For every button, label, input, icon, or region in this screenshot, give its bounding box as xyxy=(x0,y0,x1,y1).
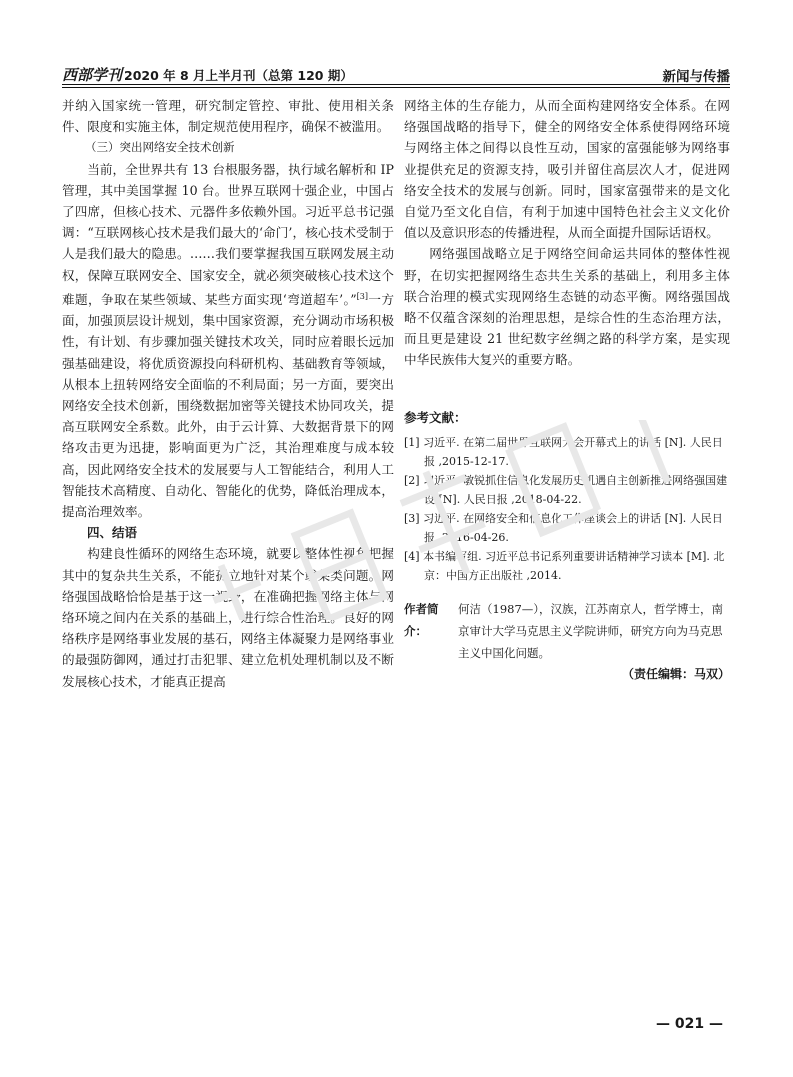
subsection-heading: （三）突出网络安全技术创新 xyxy=(85,140,235,155)
paragraph xyxy=(62,159,394,523)
journal-issue xyxy=(62,64,353,85)
running-header xyxy=(62,58,730,84)
reference-item: [1] 习近平. 在第二届世界互联网大会开幕式上的讲话 [N]. 人民日报 ,2015-12-17. xyxy=(404,436,723,468)
paragraph-text: 当前，全世界共有 13 台根服务器，执行域名解析和 IP 管理，其中美国掌握 10 台。世界互联网十强企业，中国占了四席，但核心技术、元器件多依赖外国。习近平总书记强调：“互联网核心技术是我们最大的‘命门’，核心技术受制于人是我们最大的隐患。……我们要掌握我国互联网发展主动权，保障互联网安全、国家安全，就必须突破核心技术这个难题，争取在某些领域、某些方面实现‘弯道超车’。” xyxy=(62,161,394,308)
author-bio-label: 作者简介： xyxy=(404,602,439,638)
header-rule-thin xyxy=(62,87,730,88)
reference-item: [3] 习近平. 在网络安全和信息化工作座谈会上的讲话 [N]. 人民日报 ,2016-04-26. xyxy=(404,512,723,544)
responsible-editor: （责任编辑：马双） xyxy=(621,667,730,681)
author-bio-text: 何洁（1987—），汉族，江苏南京人，哲学博士，南京审计大学马克思主义学院讲师，研究方向为马克思主义中国化问题。 xyxy=(458,602,724,660)
citation-mark: [3] xyxy=(356,291,369,301)
journal-logo: 西部学刊 xyxy=(62,66,123,84)
references xyxy=(404,408,730,585)
left-column xyxy=(62,95,394,692)
paragraph: 构建良性循环的网络生态环境，就要以整体性视角把握其中的复杂共生关系，不能孤立地针对某个或某类问题。网络强国战略恰恰是基于这一视野，在准确把握网络主体与网络环境之间内在关系的基础上，进行综合性治理。良好的网络秩序是网络事业发展的基石，网络主体凝聚力是网络事业的最强防御网，通过打击犯罪、建立危机处理机制以及不断发展核心技术，才能真正提高 xyxy=(62,546,394,689)
header-rule xyxy=(62,84,730,85)
section-name: 新闻与传播 xyxy=(662,69,730,85)
paragraph-text: 一方面，加强顶层设计规划，集中国家资源，充分调动市场积极性，有计划、有步骤加强关键技术攻关，同时应着眼长远加强基础建设，将优质资源投向科研机构、基础教育等领域，从根本上扭转网络安全面临的不利局面；另一方面，要突出网络安全技术创新，围绕数据加密等关键技术协同攻关，提高互联网安全系数。此外，由于云计算、大数据背景下的网络攻击更为迅捷，影响面更为广泛，其治理难度与成本较高，因此网络安全技术的发展要与人工智能结合，利用人工智能技术高精度、自动化、智能化的优势，降低治理成本，提高治理效率。 xyxy=(62,292,394,520)
section-heading: 四、结语 xyxy=(87,525,138,541)
references-title: 参考文献： xyxy=(404,410,467,425)
page-number: — 021 — xyxy=(656,1016,723,1032)
paragraph: 网络主体的生存能力，从而全面构建网络安全体系。在网络强国战略的指导下，健全的网络安全体系使得网络环境与网络主体之间得以良性互动，国家的富强能够为网络事业提供充足的资源支持，吸引并留住高层次人才，促进网络安全技术的发展与创新。同时，国家富强带来的是文化自觉乃至文化自信，有利于加速中国特色社会主义文化价值以及意识形态的传播进程，从而全面提升国际话语权。 xyxy=(404,98,730,241)
right-column xyxy=(404,95,730,371)
paragraph: 并纳入国家统一管理，研究制定管控、审批、使用相关条件、限度和实施主体，制定规范使用程序，确保不被滥用。 xyxy=(62,98,394,135)
author-bio xyxy=(404,598,730,664)
reference-item: [4] 本书编写组. 习近平总书记系列重要讲话精神学习读本 [M]. 北京：中国方正出版社 ,2014. xyxy=(404,550,725,582)
paragraph: 网络强国战略立足于网络空间命运共同体的整体性视野，在切实把握网络生态共生关系的基础上，利用多主体联合治理的模式实现网络生态链的动态平衡。网络强国战略不仅蕴含深刻的治理思想，是综合性的生态治理方法，而且更是建设 21 世纪数字丝绸之路的科学方案，是实现中华民族伟大复兴的重要方略。 xyxy=(404,246,730,368)
issue-text: 2020 年 8 月上半月刊（总第 120 期） xyxy=(124,68,353,83)
reference-item: [2] 习近平. 敏锐抓住信息化发展历史机遇自主创新推进网络强国建设 [N]. 人民日报 ,2018-04-22. xyxy=(404,474,728,506)
